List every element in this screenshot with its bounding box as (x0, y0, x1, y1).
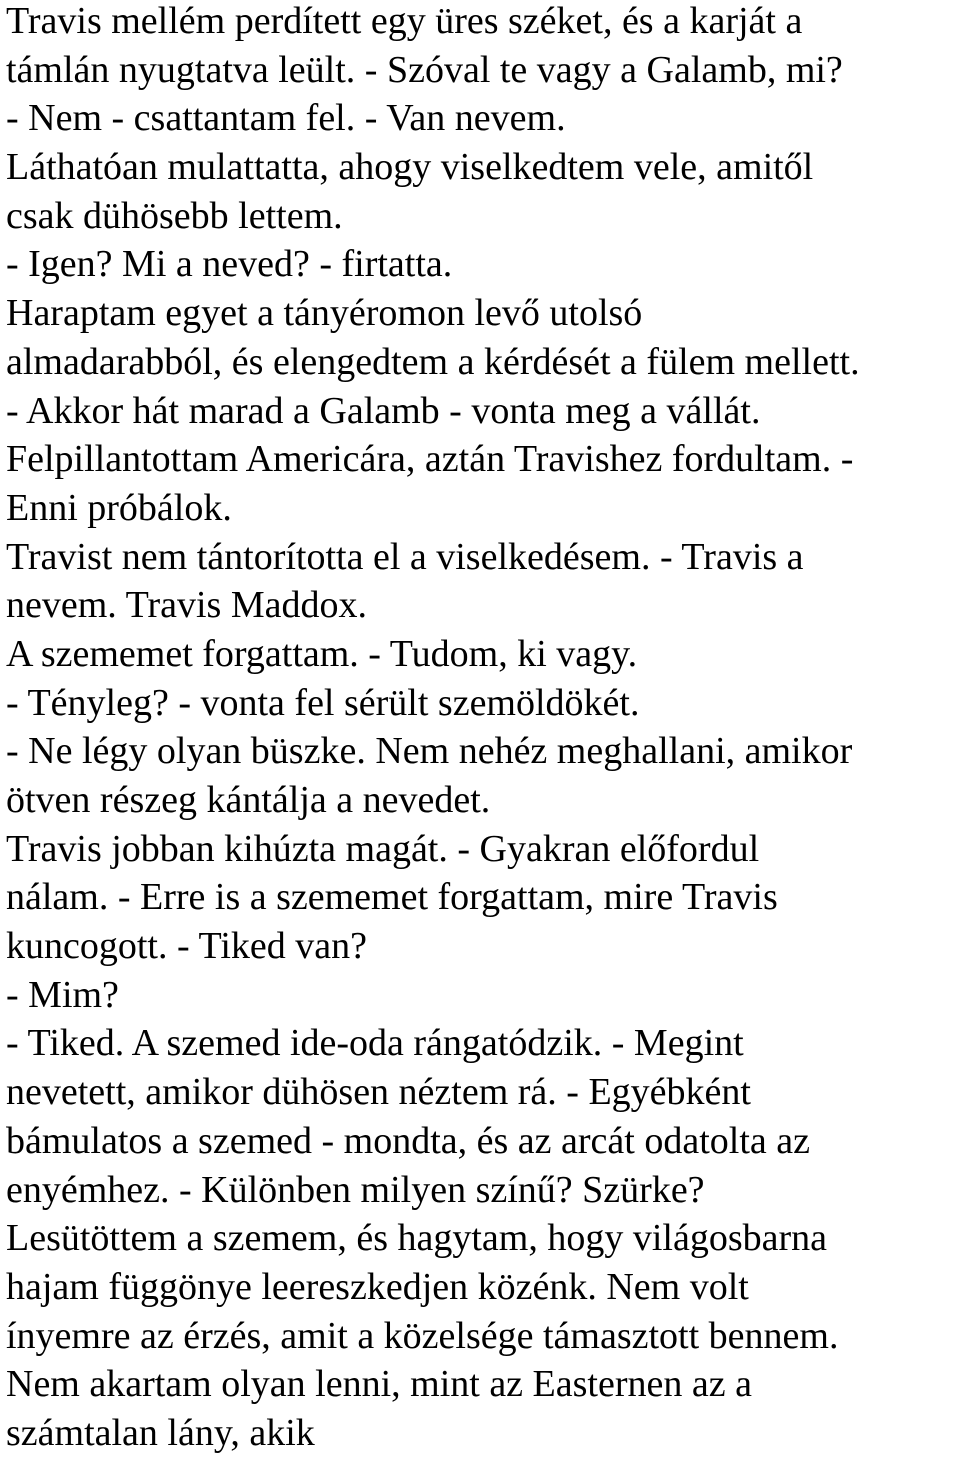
text-line-21: - Mim? (6, 973, 119, 1016)
text-line-27: hajam függönye leereszkedjen közénk. Nem volt (6, 1265, 749, 1308)
text-line-12: Travist nem tántorította el a viselkedésem. - Travis a (6, 535, 804, 578)
text-line-14: A szememet forgattam. - Tudom, ki vagy. (6, 632, 638, 675)
text-line-22: - Tiked. A szemed ide-oda rángatódzik. - Megint (6, 1022, 744, 1065)
text-line-7: Haraptam egyet a tányéromon levő utolsó (6, 292, 643, 335)
text-line-26: Lesütöttem a szemem, és hagytam, hogy világosbarna (6, 1217, 827, 1260)
text-line-30: számtalan lány, akik (6, 1411, 315, 1454)
text-line-10: Felpillantottam Americára, aztán Travishez fordultam. - (6, 438, 854, 481)
text-line-16: - Ne légy olyan büszke. Nem nehéz meghallani, amikor (6, 730, 853, 773)
text-line-9: - Akkor hát marad a Galamb - vonta meg a vállát. (6, 389, 761, 432)
text-line-20: kuncogott. - Tiked van? (6, 925, 367, 968)
text-line-19: nálam. - Erre is a szememet forgattam, mire Travis (6, 876, 778, 919)
text-line-11: Enni próbálok. (6, 486, 232, 529)
text-line-28: ínyemre az érzés, amit a közelsége támasztott bennem. (6, 1314, 839, 1357)
text-line-13: nevem. Travis Maddox. (6, 584, 367, 627)
text-line-6: - Igen? Mi a neved? - firtatta. (6, 243, 453, 286)
text-line-18: Travis jobban kihúzta magát. - Gyakran előfordul (6, 827, 760, 870)
text-line-3: - Nem - csattantam fel. - Van nevem. (6, 97, 566, 140)
text-line-25: enyémhez. - Különben milyen színű? Szürke? (6, 1168, 705, 1211)
text-line-29: Nem akartam olyan lenni, mint az Easternen az a (6, 1363, 752, 1406)
text-line-23: nevetett, amikor dühösen néztem rá. - Egyébként (6, 1071, 751, 1114)
text-line-1: Travis mellém perdített egy üres széket, és a karját a (6, 0, 803, 42)
document-page (6, 0, 956, 1458)
text-line-8: almadarabból, és elengedtem a kérdését a fülem mellett. (6, 340, 860, 383)
text-line-4: Láthatóan mulattatta, ahogy viselkedtem vele, amitől (6, 146, 814, 189)
text-line-15: - Tényleg? - vonta fel sérült szemöldökét. (6, 681, 640, 724)
text-line-24: bámulatos a szemed - mondta, és az arcát odatolta az (6, 1119, 810, 1162)
text-line-2: támlán nyugtatva leült. - Szóval te vagy a Galamb, mi? (6, 48, 843, 91)
text-line-17: ötven részeg kántálja a nevedet. (6, 779, 491, 821)
text-line-5: csak dühösebb lettem. (6, 194, 343, 237)
